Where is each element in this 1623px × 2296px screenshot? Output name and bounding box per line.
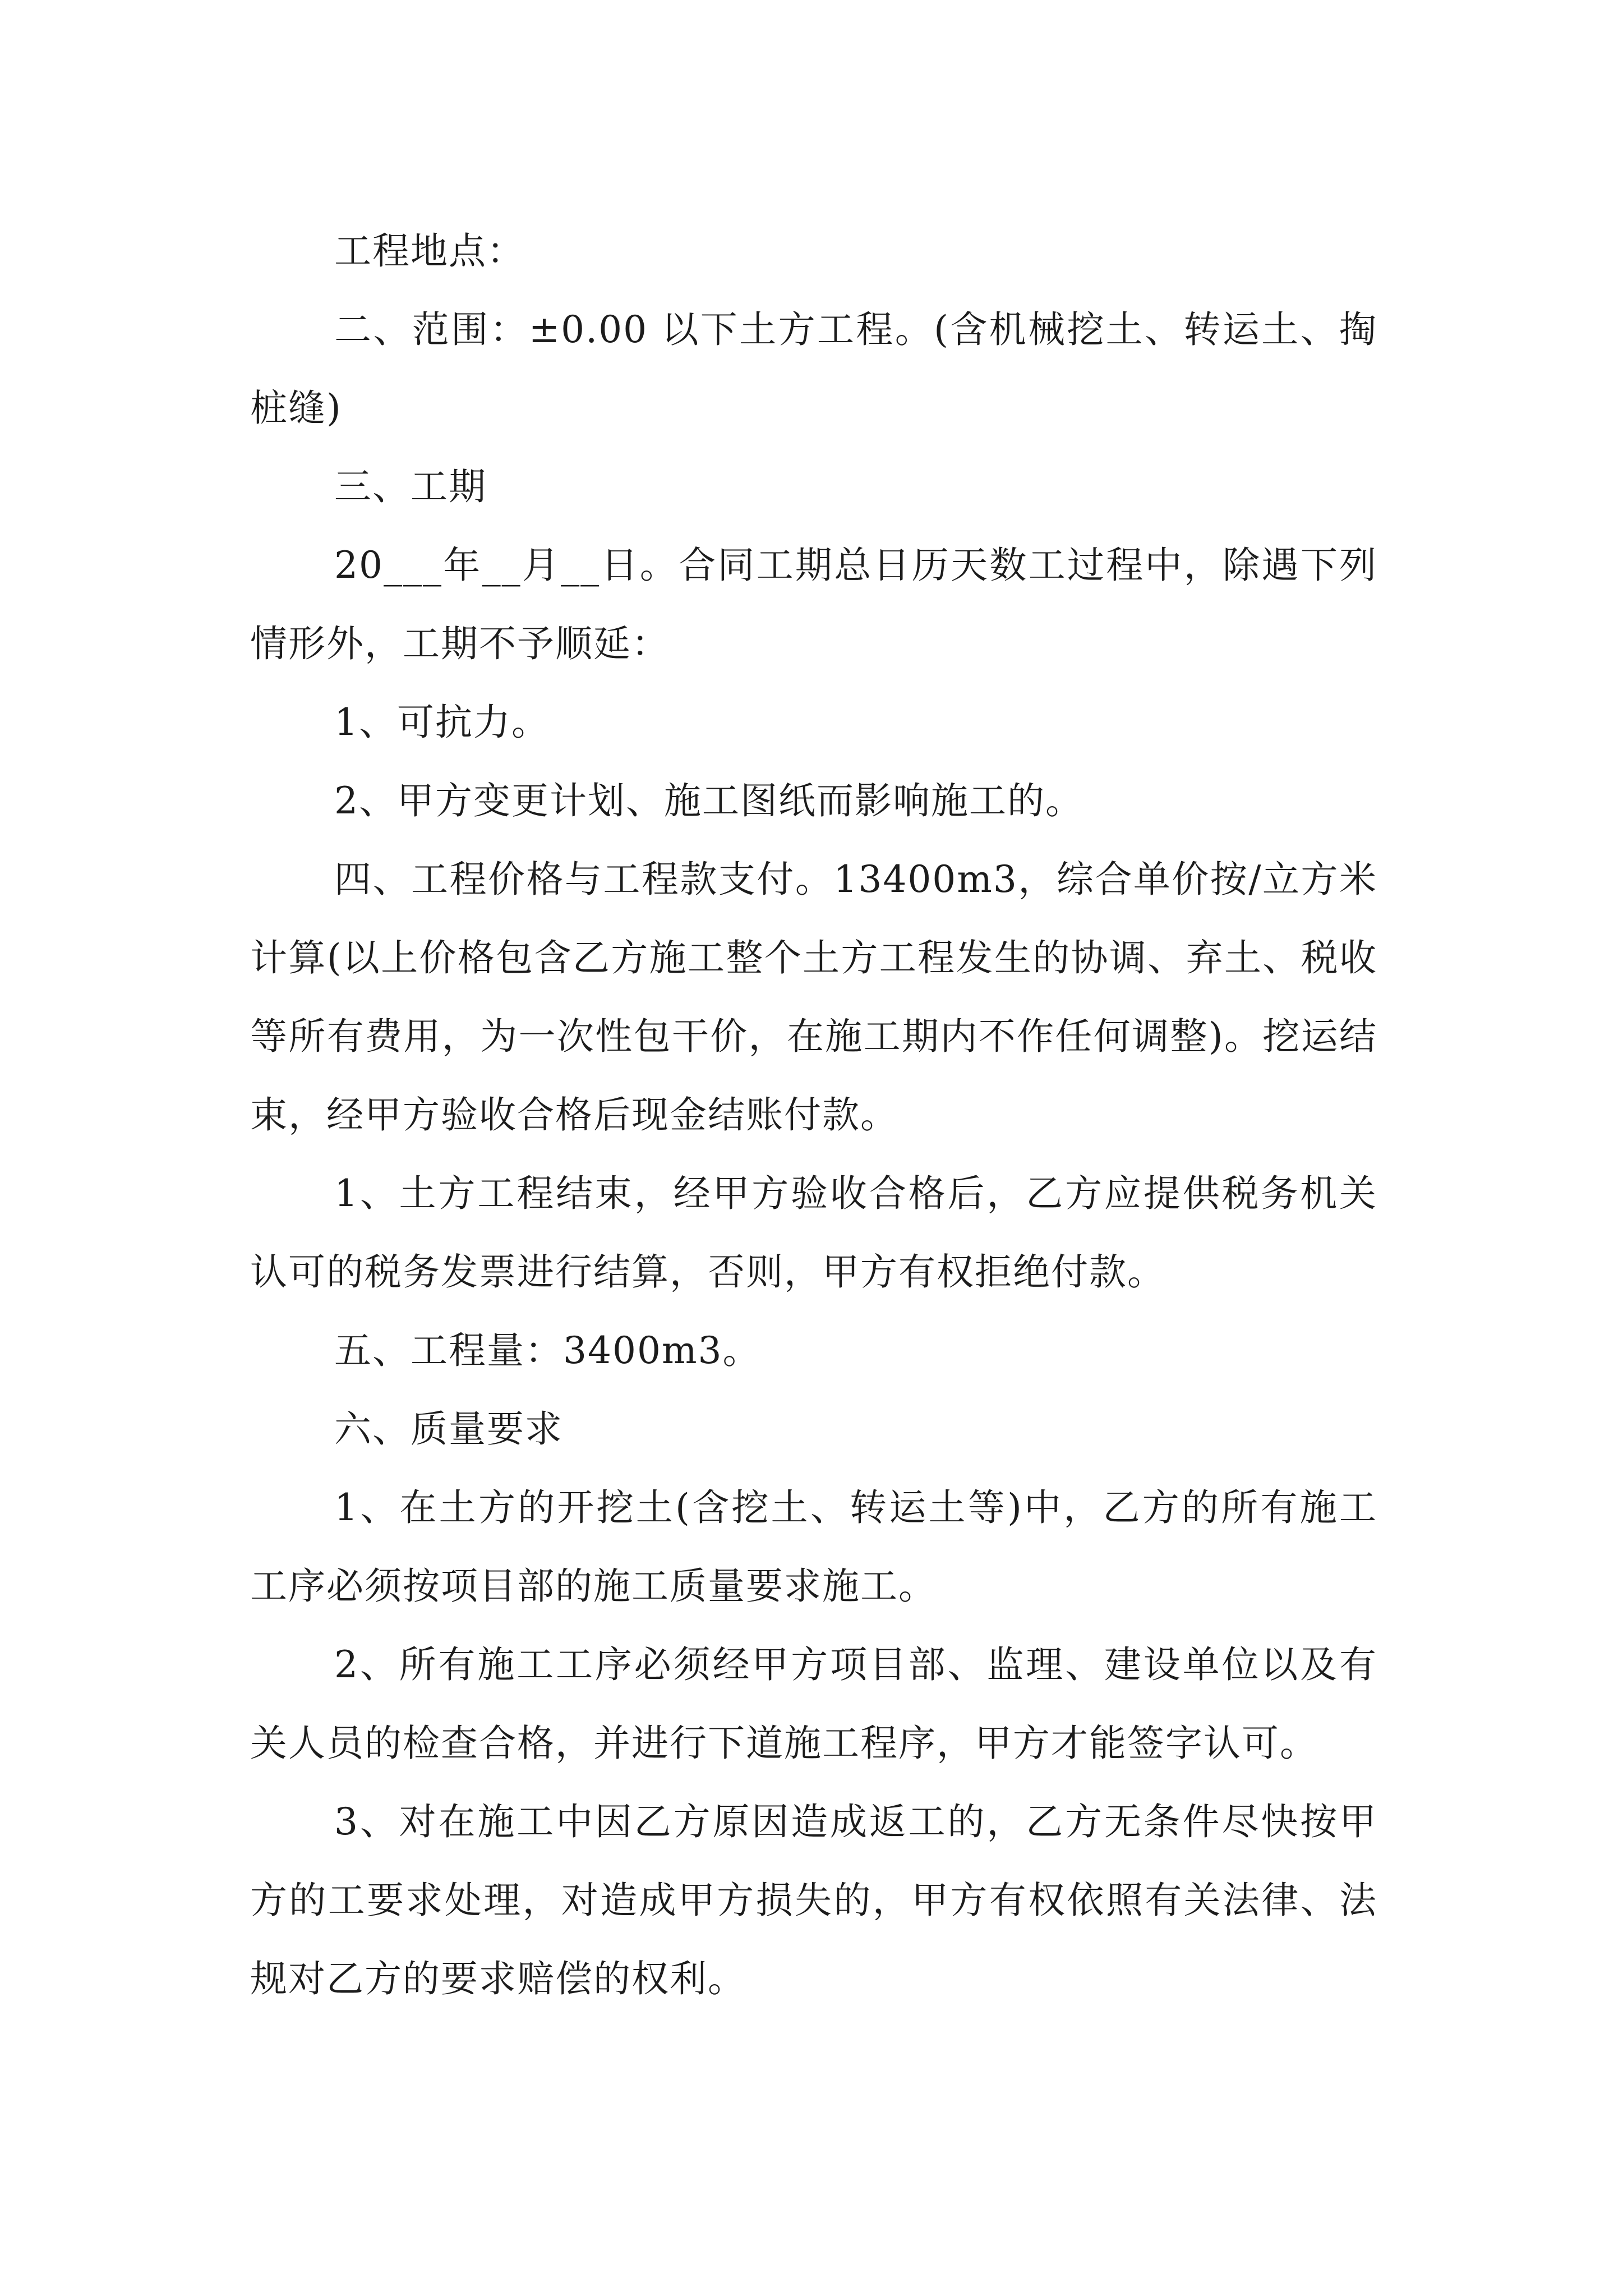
paragraph-quantity: 五、工程量：3400m3。 [334, 1329, 761, 1372]
paragraph-quality-item-2: 2、所有施工工序必须经甲方项目部、监理、建设单位以及有关人员的检查合格，并进行下道施工程序，甲方才能签字认可。 [250, 1643, 1377, 1765]
paragraph-scope: 二、范围：±0.00 以下土方工程。(含机械挖土、转运土、掏桩缝) [250, 308, 1377, 430]
paragraph-quality-heading: 六、质量要求 [334, 1407, 563, 1451]
paragraph-quality-item-3: 3、对在施工中因乙方原因造成返工的，乙方无条件尽快按甲方的工要求处理，对造成甲方损失的，甲方有权依照有关法律、法规对乙方的要求赔偿的权利。 [250, 1800, 1377, 2000]
paragraph-price-payment: 四、工程价格与工程款支付。13400m3，综合单价按/立方米计算(以上价格包含乙方施工整个土方工程发生的协调、弃土、税收等所有费用，为一次性包干价，在施工期内不作任何调整)。挖运结束，经甲方验收合格后现金结账付款。 [250, 858, 1377, 1137]
paragraph-quality-item-1: 1、在土方的开挖土(含挖土、转运土等)中，乙方的所有施工工序必须按项目部的施工质量要求施工。 [250, 1486, 1377, 1608]
paragraph-schedule-heading: 三、工期 [334, 465, 487, 508]
paragraph-project-location: 工程地点： [334, 229, 525, 273]
paragraph-invoice-settlement: 1、土方工程结束，经甲方验收合格后，乙方应提供税务机关认可的税务发票进行结算，否则，甲方有权拒绝付款。 [250, 1172, 1377, 1294]
paragraph-plan-change: 2、甲方变更计划、施工图纸而影响施工的。 [334, 779, 1083, 822]
paragraph-force-majeure: 1、可抗力。 [334, 701, 550, 744]
document-body [250, 212, 1377, 2018]
paragraph-schedule-terms: 20___年__月__日。合同工期总日历天数工过程中，除遇下列情形外，工期不予顺延： [250, 544, 1377, 665]
